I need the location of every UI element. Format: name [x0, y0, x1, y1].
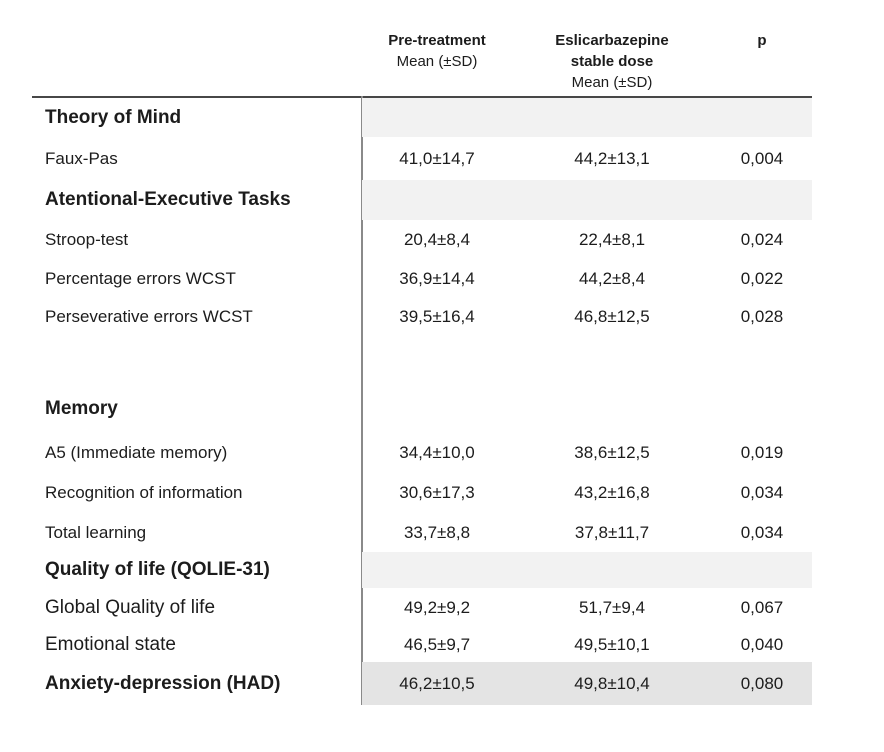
p-value: 0,004 [740, 148, 784, 168]
section-label: Memory [45, 397, 118, 419]
eslicarbazepine-value: 38,6±12,5 [574, 442, 650, 462]
column-header-pretreatment [362, 30, 512, 93]
row-values [362, 513, 812, 552]
eslicarbazepine-value: 22,4±8,1 [578, 230, 646, 249]
data-row [30, 513, 812, 552]
table-header [362, 30, 812, 93]
section-row [30, 98, 812, 137]
section-label: Atentional-Executive Tasks [45, 189, 291, 210]
eslicarbazepine-value: 44,2±8,4 [578, 269, 646, 288]
column-header-eslicarbazepine [512, 30, 712, 93]
data-row [30, 588, 812, 628]
p-value: 0,080 [740, 673, 784, 693]
data-row [30, 662, 812, 705]
p-value: 0,019 [740, 442, 784, 462]
row-values [362, 385, 812, 432]
row-label: Anxiety-depression (HAD) [45, 672, 281, 694]
pretreatment-value: 41,0±14,7 [399, 148, 475, 168]
section-label: Theory of Mind [45, 106, 182, 128]
table-gap-row [30, 335, 812, 385]
row-values [362, 552, 812, 588]
section-row [30, 385, 812, 432]
row-values [362, 662, 812, 705]
row-values [362, 588, 812, 628]
eslicarbazepine-value: 49,8±10,4 [574, 673, 650, 693]
eslicarbazepine-value: 43,2±16,8 [574, 483, 650, 502]
column-header-p [712, 30, 812, 93]
row-values [362, 473, 812, 513]
eslicarbazepine-value: 51,7±9,4 [578, 598, 646, 617]
pretreatment-value: 46,5±9,7 [403, 635, 471, 654]
row-label: A5 (Immediate memory) [45, 442, 228, 462]
column-header-eslicarbazepine-subtitle: Mean (±SD) [571, 74, 653, 91]
p-value: 0,028 [740, 306, 784, 326]
column-header-p-title: p [757, 32, 767, 49]
column-header-pretreatment-title: Pre-treatment [388, 32, 486, 49]
pretreatment-value: 46,2±10,5 [399, 673, 475, 693]
row-values [362, 98, 812, 137]
row-label: Recognition of information [45, 483, 243, 502]
pretreatment-value: 20,4±8,4 [403, 230, 471, 249]
pretreatment-value: 34,4±10,0 [399, 442, 475, 462]
data-row [30, 220, 812, 260]
pretreatment-value: 33,7±8,8 [403, 522, 471, 542]
p-value: 0,040 [740, 635, 784, 654]
data-row [30, 432, 812, 473]
pretreatment-value: 30,6±17,3 [399, 483, 475, 502]
section-row [30, 180, 812, 220]
row-values [362, 298, 812, 335]
column-header-pretreatment-subtitle: Mean (±SD) [396, 53, 478, 70]
section-row [30, 552, 812, 588]
data-row [30, 298, 812, 335]
row-label: Percentage errors WCST [45, 269, 236, 288]
row-values [362, 628, 812, 662]
table-rows [30, 98, 812, 705]
data-row [30, 628, 812, 662]
p-value: 0,024 [740, 230, 784, 249]
row-values [362, 260, 812, 298]
data-row [30, 137, 812, 180]
eslicarbazepine-value: 49,5±10,1 [574, 635, 650, 654]
pretreatment-value: 36,9±14,4 [399, 269, 475, 288]
data-row [30, 473, 812, 513]
pretreatment-value: 39,5±16,4 [399, 306, 475, 326]
row-label: Emotional state [45, 634, 176, 655]
eslicarbazepine-value: 44,2±13,1 [574, 148, 650, 168]
column-header-eslicarbazepine-title: Eslicarbazepine [555, 32, 669, 49]
row-label: Faux-Pas [45, 148, 118, 168]
eslicarbazepine-value: 46,8±12,5 [574, 306, 650, 326]
row-label: Global Quality of life [45, 597, 216, 618]
row-values [362, 432, 812, 473]
p-value: 0,022 [740, 269, 784, 288]
p-value: 0,067 [740, 598, 784, 617]
data-row [30, 260, 812, 298]
row-label: Perseverative errors WCST [45, 306, 253, 326]
column-header-eslicarbazepine-title2: stable dose [570, 53, 654, 70]
eslicarbazepine-value: 37,8±11,7 [574, 522, 650, 542]
row-label: Stroop-test [45, 230, 129, 249]
row-label: Total learning [45, 522, 147, 542]
p-value: 0,034 [740, 483, 784, 502]
section-label: Quality of life (QOLIE-31) [45, 559, 270, 580]
row-values [362, 137, 812, 180]
p-value: 0,034 [740, 522, 784, 542]
row-values [362, 180, 812, 220]
row-values [362, 220, 812, 260]
pretreatment-value: 49,2±9,2 [403, 598, 471, 617]
